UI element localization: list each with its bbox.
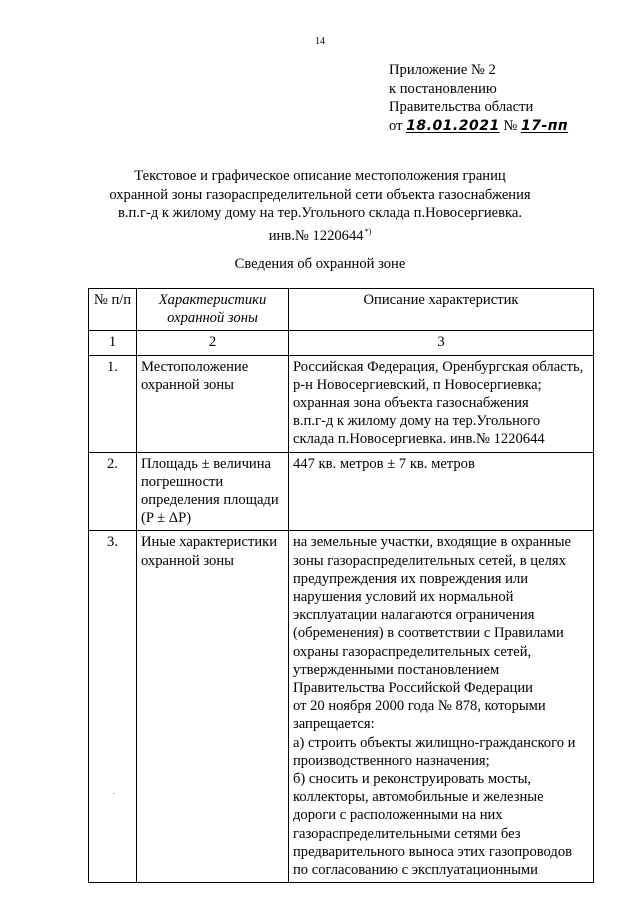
header-description: Описание характеристик (289, 289, 594, 331)
row-description: 447 кв. метров ± 7 кв. метров (289, 452, 594, 531)
table-row (89, 452, 594, 531)
number-sign: № (503, 117, 518, 134)
title-line: охранной зоны газораспределительной сети объекта газоснабжения (109, 186, 531, 203)
appendix-line-2: к постановлению (389, 80, 497, 97)
table-header-row (89, 289, 594, 331)
header-characteristic: Характеристики охранной зоны (137, 289, 289, 331)
page-number: 14 (315, 36, 325, 47)
appendix-block (389, 61, 568, 135)
appendix-line-3: Правительства области (389, 99, 534, 115)
row-number: 1. (89, 355, 137, 452)
table-index-row (89, 331, 594, 355)
row-description: на земельные участки, входящие в охранные зоны газораспределительных сетей, в целях предупреждения их повреждения или нарушения условий их нормальной эксплуатации налагаются ограничения (обременения) в соответствии с Правилами охраны газораспределительных сетей, утвержденными постановлением Правительства Российской Федерации от 20 ноября 2000 года № 878, которыми запрещается: а) строить объекты жилищно-гражданского и производственного назначения; б) сносить и реконструировать мосты, коллекторы, автомобильные и железные дороги с расположенными на них газораспределительными сетями без предварительного выноса этих газопроводов по согласованию с эксплуатационными (289, 531, 594, 883)
table-row (89, 531, 594, 883)
document-title (0, 167, 640, 245)
index-cell: 1 (89, 331, 137, 355)
handwritten-date: 18.01.2021 (406, 117, 500, 134)
section-title: Сведения об охранной зоне (234, 256, 406, 272)
title-line: Текстовое и графическое описание местоположения границ (134, 168, 506, 184)
table-row (89, 355, 594, 452)
header-number: № п/п (89, 289, 137, 331)
protection-zone-table (88, 288, 594, 883)
appendix-line-1: Приложение № 2 (389, 62, 496, 78)
row-number: 2. (89, 452, 137, 531)
scan-speck (113, 793, 115, 794)
index-cell: 2 (137, 331, 289, 355)
row-characteristic: Площадь ± величина погрешности определения площади (P ± ΔP) (137, 452, 289, 531)
index-cell: 3 (289, 331, 594, 355)
title-line-inventory: инв.№ 1220644*) (268, 226, 372, 244)
appendix-date-line (389, 117, 568, 136)
row-characteristic: Местоположение охранной зоны (137, 355, 289, 452)
footnote-mark: *) (364, 226, 372, 236)
handwritten-number: 17-пп (520, 117, 569, 134)
row-characteristic: Иные характеристики охранной зоны (137, 531, 289, 883)
title-line: в.п.г-д к жилому дому на тер.Угольного склада п.Новосергиевка. (118, 205, 522, 222)
row-number: 3. (89, 531, 137, 883)
row-description: Российская Федерация, Оренбургская область, р-н Новосергиевский, п Новосергиевка; охранная зона объекта газоснабжения в.п.г-д к жилому дому на тер.Угольного склада п.Новосергиевка. инв.№ 1220644 (289, 355, 594, 452)
date-prefix: от (389, 117, 403, 134)
